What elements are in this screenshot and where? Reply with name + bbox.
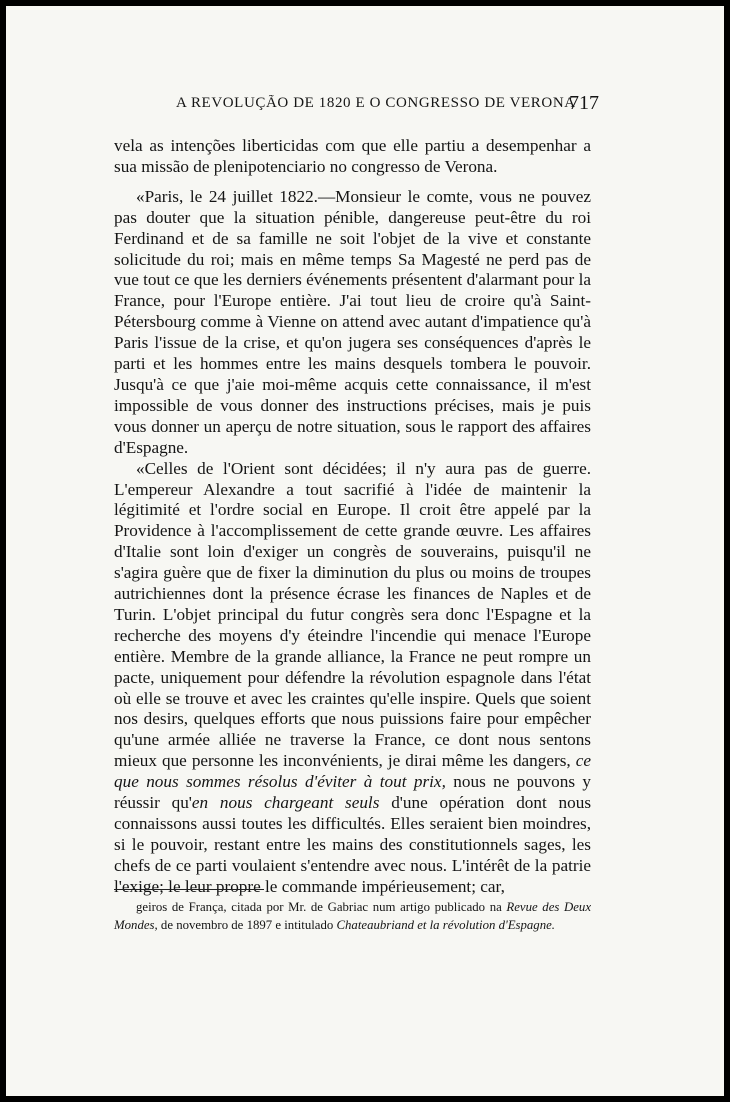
emphasis-text: en nous chargeant seuls (191, 793, 380, 813)
book-page (6, 6, 724, 1096)
page-number: 717 (569, 95, 599, 114)
paragraph-2-text: d'une opération dont nous connaissons aussi toutes les difficultés. Elles seraient bien moindres, si le pouvoir, restant entre les mains des constitutionnels sages, les chefs de ce parti voulaient s'entendre avec nous. L'intérêt de la patrie l'exige; le leur propre le commande impérieusement; car, (114, 793, 592, 896)
emphasis-text: ce que nous sommes résolus d'éviter à tout prix, (114, 751, 591, 792)
letter-paragraph-1: «Paris, le 24 juillet 1822.—Monsieur le comte, vous ne pouvez pas douter que la situation pénible, dangereuse peut-être du roi Ferdinand et de sa famille ne soit l'objet de la vive et constante solicitude du roi; mais en même temps Sa Magesté ne perd pas de vue tout ce que les derniers événements présentent d'alarmant pour la France, pour l'Europe entière. J'ai tout lieu de croire qu'à Saint-Pétersbourg comme à Vienne on attend avec autant d'impatience qu'à Paris l'issue de la crise, et qu'on jugera ses conséquences d'après le parti et les hommes entre les mains desquels tombera le pouvoir. Jusqu'à ce que j'aie moi-même acquis cette connaissance, il m'est impossible de vous donner des instructions précises, mais je puis vous donner un aperçu de notre situation, sous le rapport des affaires d'Espagne. (114, 186, 591, 457)
footnote-separator (114, 889, 264, 890)
paragraph-2-text: «Celles de l'Orient sont décidées; il n'y aura pas de guerre. L'empereur Alexandre a tout sacrifié à l'idée de maintenir la légitimité et l'ordre social en Europe. Il croit être appelé par la Providence à l'accomplissement de cette grande œuvre. Les affaires d'Italie sont loin d'exiger un congrès de souverains, puisqu'il ne s'agira guère que de fixer la diminution du plus ou moins de troupes autrichiennes dont la présence écrase les finances de Naples et de Turin. L'objet principal du futur congrès sera donc l'Espagne et la recherche des moyens d'y éteindre l'incendie qui menace l'Europe entière. Membre de la grande alliance, la France ne peut rompre un pacte, uniquement pour défendre la révolution espagnole dans l'état où elle se trouve et avec les craintes qu'elle inspire. Quels que soient nos desirs, quelques efforts que nous puissions faire pour empêcher qu'une armée alliée ne traverse la France, ce dont nous sentons mieux que personne les inconvénients, je dirai même les dangers, (114, 458, 591, 771)
running-header (176, 95, 599, 121)
letter-paragraph-2 (114, 459, 591, 898)
footnote (114, 898, 591, 934)
paragraph-2-text: nous ne pouvons y réussir qu' (114, 772, 592, 813)
footnote-title: Revue des Deux Mondes, (114, 900, 591, 933)
paragraph-continuation: vela as intenções liberticidas com que elle partiu a desempenhar a sua missão de plenipotenciario no congresso de Verona. (114, 136, 591, 176)
footnote-title: Chateaubriand et la révolution d'Espagne. (336, 918, 555, 933)
footnote-text: geiros de França, citada por Mr. de Gabriac num artigo publicado na (136, 900, 502, 914)
main-text (114, 136, 591, 898)
running-title: A REVOLUÇÃO DE 1820 E O CONGRESSO DE VERONA (176, 95, 576, 111)
footnote-text: de novembro de 1897 e intitulado (160, 918, 334, 933)
